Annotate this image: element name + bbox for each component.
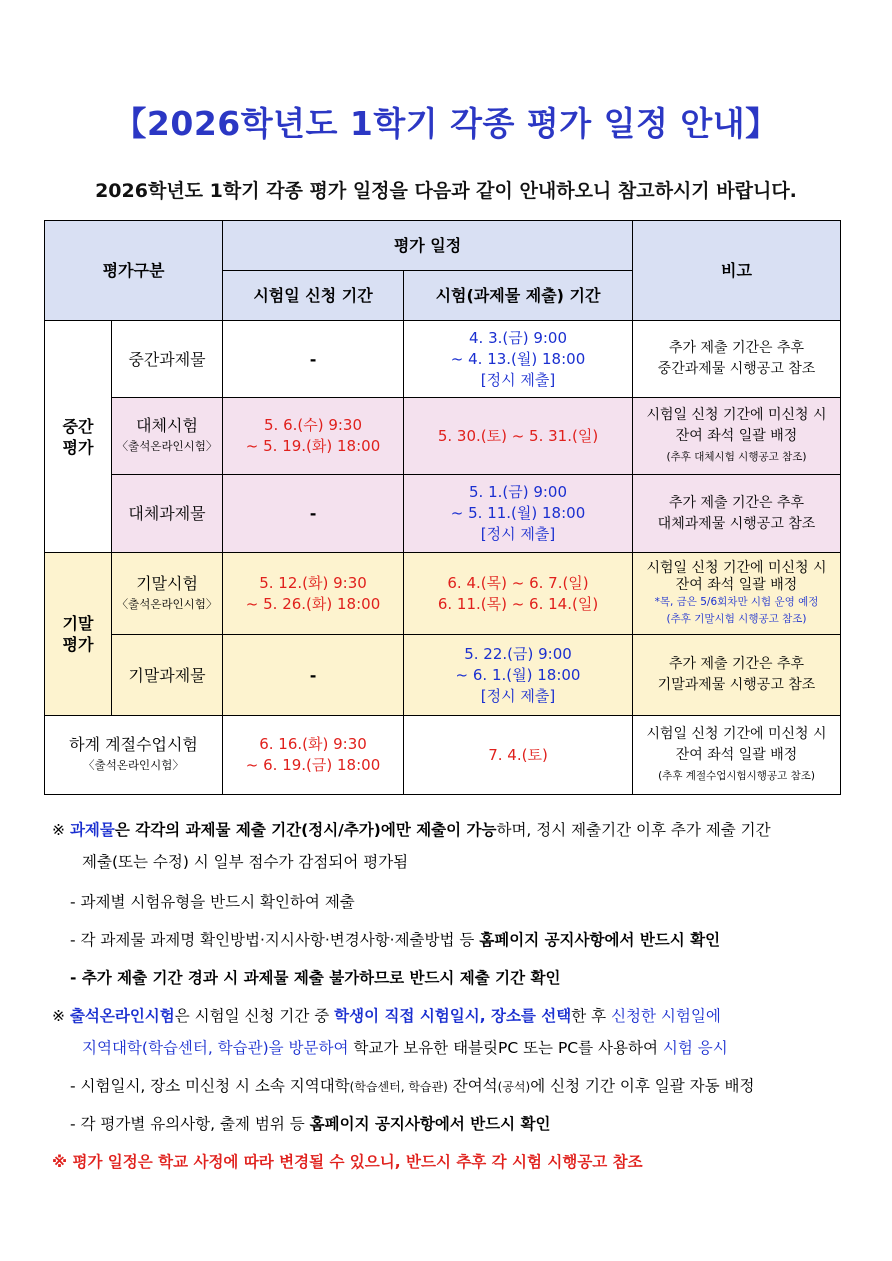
note-text: 잔여석	[447, 1077, 498, 1095]
remark-line: 중간과제물 시행공고 참조	[657, 361, 816, 377]
note-blue: 신청한 시험일에	[611, 1007, 721, 1025]
exam-line: ~ 5. 11.(월) 18:00	[450, 504, 586, 522]
note-highlight: 학생이 직접 시험일시, 장소를 선택	[334, 1007, 572, 1025]
remark-cell	[633, 716, 841, 795]
group-final	[45, 553, 112, 716]
group-midterm-label: 중간 평가	[62, 416, 94, 457]
remark-line: 시험일 신청 기간에 미신청 시	[646, 725, 827, 742]
remark-line: 잔여 좌석 일괄 배정	[675, 576, 798, 593]
exam-line: ~ 6. 1.(월) 18:00	[455, 665, 581, 684]
apply-period-cell	[223, 398, 404, 475]
note-highlight: 출석온라인시험	[69, 1007, 175, 1025]
exam-line: 5. 30.(토) ~ 5. 31.(일)	[437, 426, 599, 445]
row-subname: 〈출석온라인시험〉	[83, 758, 184, 772]
remark-line: 기말과제물 시행공고 참조	[657, 677, 816, 693]
exam-line: 5. 22.(금) 9:00	[464, 644, 572, 663]
note-highlight: 과제물	[69, 821, 115, 839]
row-name-cell	[45, 716, 223, 795]
remark-cell	[633, 475, 841, 553]
group-final-label: 기말 평가	[62, 614, 94, 654]
note-text: 학교가 보유한 태블릿PC 또는 PC를 사용하여	[348, 1039, 663, 1057]
exam-line: 6. 11.(목) ~ 6. 14.(일)	[437, 594, 599, 613]
note-blue: 시험 응시	[662, 1039, 728, 1057]
exam-period-cell	[404, 635, 633, 716]
note-text: - 각 평가별 유의사항, 출제 범위 등	[70, 1115, 310, 1133]
apply-line: ~ 5. 19.(화) 18:00	[245, 437, 381, 455]
note-small: (공석)	[497, 1080, 531, 1094]
exam-line: 5. 1.(금) 9:00	[468, 483, 568, 501]
note-line-9	[70, 1112, 550, 1134]
remark-line: *목, 금은 5/6회차만 시험 운영 예정	[654, 595, 819, 608]
note-line-2: 제출(또는 수정) 시 일부 점수가 감점되어 평가됨	[82, 853, 409, 871]
header-exam-period: 시험(과제물 제출) 기간	[404, 271, 633, 321]
note-text: - 시험일시, 장소 미신청 시 소속 지역대학	[70, 1077, 350, 1095]
remark-line: (추후 대체시험 시행공고 참조)	[666, 450, 807, 463]
header-remark: 비고	[633, 221, 841, 321]
remark-line: (추후 계절수업시험시행공고 참조)	[658, 769, 815, 782]
remark-line: 추가 제출 기간은 추후	[668, 340, 805, 356]
note-line-4	[70, 928, 720, 950]
row-name: 하계 계절수업시험	[69, 735, 198, 754]
row-name: 기말과제물	[112, 635, 223, 716]
header-schedule: 평가 일정	[223, 221, 633, 271]
row-name: 기말시험	[136, 573, 198, 593]
note-line-5: - 추가 제출 기간 경과 시 과제물 제출 불가하므로 반드시 제출 기간 확인	[70, 969, 561, 987]
note-line-3: - 과제별 시험유형을 반드시 확인하여 제출	[70, 893, 355, 911]
apply-line: ~ 5. 26.(화) 18:00	[245, 594, 381, 613]
row-name: 대체과제물	[112, 475, 223, 553]
apply-line: 5. 12.(화) 9:30	[259, 573, 367, 592]
apply-dash: -	[223, 635, 404, 716]
apply-dash: -	[223, 321, 404, 398]
exam-line: [정시 제출]	[480, 686, 556, 705]
exam-period-cell	[404, 321, 633, 398]
remark-cell	[633, 553, 841, 635]
exam-period-cell	[404, 475, 633, 553]
remark-cell	[633, 635, 841, 716]
remark-cell	[633, 398, 841, 475]
row-name: 중간과제물	[112, 321, 223, 398]
row-subname: 〈출석온라인시험〉	[116, 439, 218, 453]
note-text: 한 후	[571, 1007, 612, 1025]
header-category: 평가구분	[45, 221, 223, 321]
header-apply-period: 시험일 신청 기간	[223, 271, 404, 321]
remark-cell	[633, 321, 841, 398]
note-text: - 각 과제물 과제명 확인방법·지시사항·변경사항·제출방법 등	[70, 931, 480, 949]
remark-line: 시험일 신청 기간에 미신청 시	[646, 406, 827, 423]
remark-line: 추가 제출 기간은 추후	[668, 494, 805, 511]
exam-period-cell	[404, 716, 633, 795]
row-name: 대체시험	[136, 416, 198, 435]
note-bold: 은 각각의 과제물 제출 기간(정시/추가)에만 제출이 가능	[114, 821, 497, 839]
note-text: 은 시험일 신청 기간 중	[174, 1007, 335, 1025]
note-text: 하며, 정시 제출기간 이후 추가 제출 기간	[496, 821, 771, 839]
apply-period-cell	[223, 553, 404, 635]
note-mark: ※	[52, 1007, 65, 1025]
remark-line: 시험일 신청 기간에 미신청 시	[646, 559, 827, 576]
exam-period-cell	[404, 398, 633, 475]
note-text: 에 신청 기간 이후 일괄 자동 배정	[530, 1077, 755, 1095]
note-line-7	[82, 1036, 728, 1058]
exam-line: 4. 3.(금) 9:00	[468, 328, 568, 347]
note-mark: ※	[52, 821, 65, 839]
exam-line: 7. 4.(토)	[488, 745, 548, 764]
remark-line: 대체과제물 시행공고 참조	[657, 515, 816, 532]
exam-line: ~ 4. 13.(월) 18:00	[450, 349, 586, 368]
page-title: 【2026학년도 1학기 각종 평가 일정 안내】	[113, 104, 779, 143]
exam-line: [정시 제출]	[480, 370, 556, 389]
apply-line: ~ 6. 19.(금) 18:00	[245, 756, 381, 774]
note-bold: 홈페이지 공지사항에서 반드시 확인	[309, 1115, 551, 1133]
note-line-10: ※ 평가 일정은 학교 사정에 따라 변경될 수 있으니, 반드시 추후 각 시험 시행공고 참조	[52, 1153, 643, 1171]
row-subname: 〈출석온라인시험〉	[116, 596, 218, 611]
remark-line: 잔여 좌석 일괄 배정	[675, 746, 798, 763]
apply-period-cell	[223, 716, 404, 795]
note-small: (학습센터, 학습관)	[349, 1080, 448, 1094]
row-name-cell	[112, 553, 223, 635]
apply-line: 6. 16.(화) 9:30	[259, 735, 367, 753]
exam-line: 6. 4.(목) ~ 6. 7.(일)	[447, 573, 589, 592]
group-midterm	[45, 321, 112, 553]
exam-period-cell	[404, 553, 633, 635]
note-line-8	[70, 1074, 754, 1096]
remark-line: 추가 제출 기간은 추후	[668, 656, 805, 672]
note-line-6	[52, 1004, 721, 1026]
intro-text: 2026학년도 1학기 각종 평가 일정을 다음과 같이 안내하오니 참고하시기 바랍니다.	[95, 180, 797, 202]
note-bold: 홈페이지 공지사항에서 반드시 확인	[479, 931, 721, 949]
note-blue: 지역대학(학습센터, 학습관)을 방문하여	[82, 1039, 349, 1057]
apply-dash: -	[223, 475, 404, 553]
remark-line: 잔여 좌석 일괄 배정	[675, 427, 798, 444]
exam-line: [정시 제출]	[480, 525, 556, 543]
row-name-cell	[112, 398, 223, 475]
remark-line: (추후 기말시험 시행공고 참조)	[666, 612, 807, 625]
note-line-1	[52, 818, 771, 840]
apply-line: 5. 6.(수) 9:30	[263, 416, 363, 434]
schedule-table	[44, 220, 841, 795]
